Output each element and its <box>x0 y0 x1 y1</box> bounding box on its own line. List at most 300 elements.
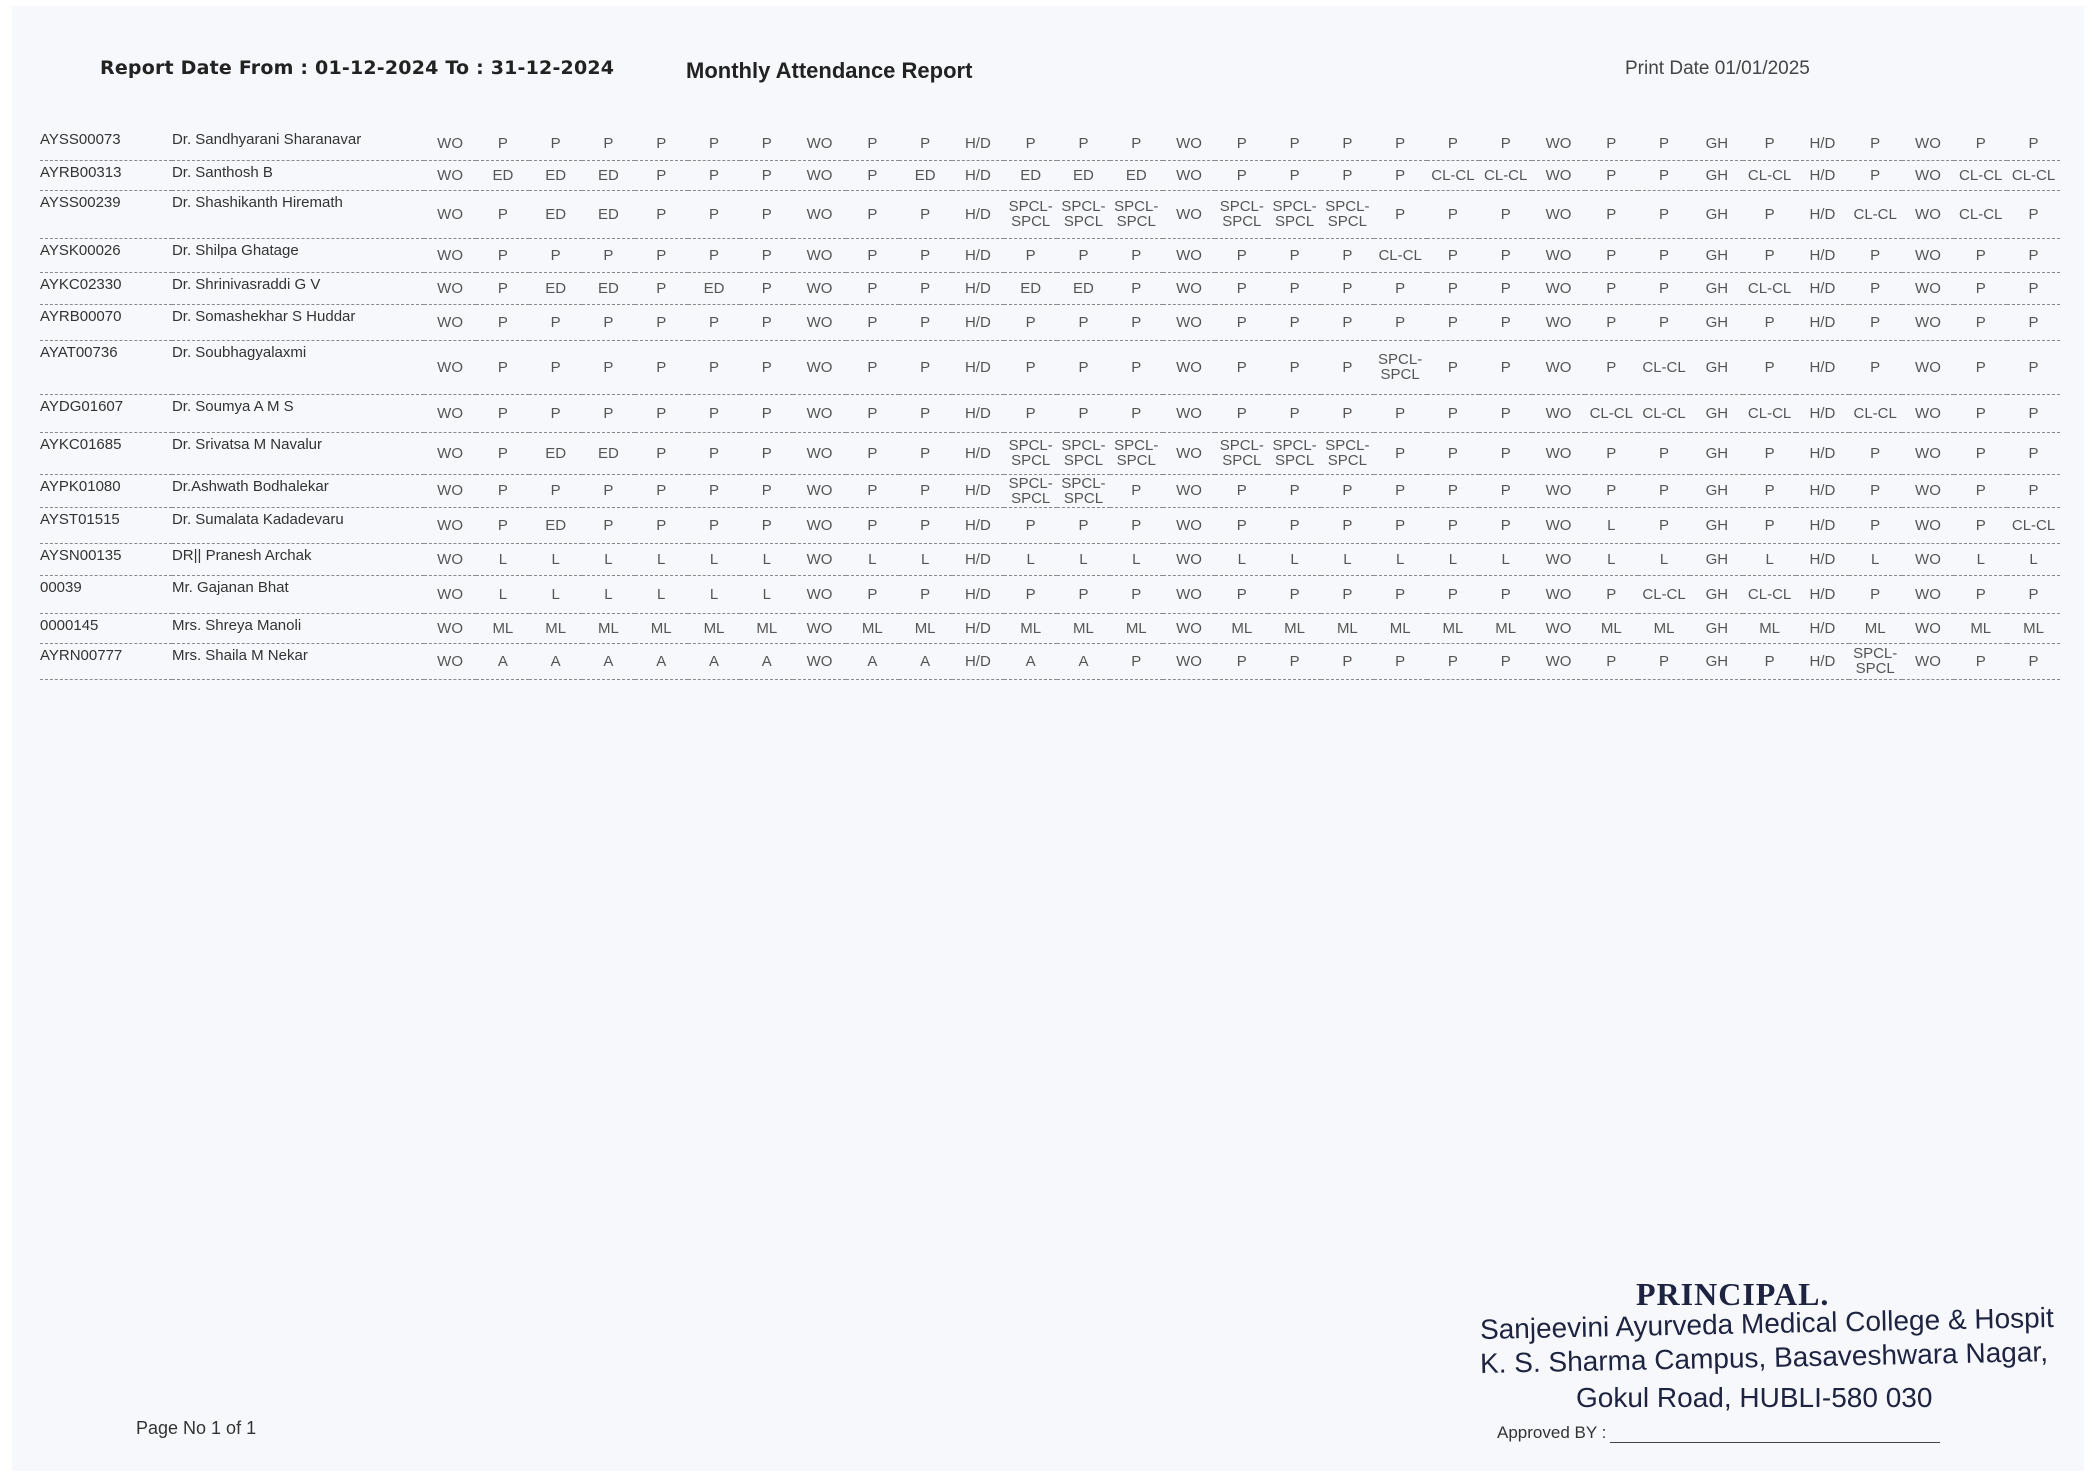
attendance-cell: ED <box>476 160 529 190</box>
attendance-cell: P <box>635 340 688 394</box>
attendance-cell: P <box>1321 128 1374 160</box>
attendance-cell: P <box>1585 575 1638 613</box>
attendance-cell: P <box>846 474 899 507</box>
attendance-cell: P <box>1479 190 1532 238</box>
attendance-cell: ED <box>582 190 635 238</box>
attendance-cell: P <box>1743 340 1796 394</box>
attendance-cell: P <box>1585 304 1638 340</box>
attendance-cell: WO <box>1902 128 1955 160</box>
attendance-cell: P <box>1321 474 1374 507</box>
attendance-cell: P <box>1954 507 2007 543</box>
print-date: Print Date 01/01/2025 <box>1625 58 1810 79</box>
attendance-cell: WO <box>1532 643 1585 679</box>
employee-name: Mrs. Shaila M Nekar <box>172 643 424 679</box>
attendance-cell: GH <box>1690 613 1743 643</box>
attendance-cell: P <box>1110 474 1163 507</box>
attendance-cell: ML <box>582 613 635 643</box>
attendance-cell: P <box>1321 238 1374 272</box>
attendance-cell: P <box>1004 304 1057 340</box>
attendance-cell: WO <box>424 238 477 272</box>
attendance-cell: P <box>899 340 952 394</box>
attendance-cell: H/D <box>952 643 1005 679</box>
attendance-cell: P <box>740 304 793 340</box>
attendance-cell: CL-CL <box>1638 340 1691 394</box>
attendance-cell: ED <box>899 160 952 190</box>
attendance-cell: ML <box>1268 613 1321 643</box>
attendance-cell: WO <box>424 507 477 543</box>
attendance-cell: GH <box>1690 238 1743 272</box>
attendance-cell: CL-CL <box>1743 394 1796 432</box>
attendance-cell: WO <box>793 340 846 394</box>
attendance-cell: P <box>1268 394 1321 432</box>
table-row <box>40 190 2060 238</box>
attendance-cell: P <box>899 474 952 507</box>
attendance-cell: WO <box>1163 304 1216 340</box>
attendance-cell: P <box>1954 432 2007 474</box>
attendance-cell: P <box>529 304 582 340</box>
attendance-cell: ML <box>1743 613 1796 643</box>
attendance-cell: P <box>1743 432 1796 474</box>
attendance-cell: P <box>582 507 635 543</box>
attendance-cell: WO <box>1902 304 1955 340</box>
attendance-cell: P <box>529 238 582 272</box>
attendance-cell: ED <box>529 432 582 474</box>
attendance-cell: SPCL-SPCL <box>1321 432 1374 474</box>
attendance-cell: P <box>476 128 529 160</box>
attendance-cell: WO <box>424 272 477 304</box>
attendance-cell: WO <box>424 304 477 340</box>
employee-name: Dr. Somashekhar S Huddar <box>172 304 424 340</box>
attendance-cell: WO <box>424 128 477 160</box>
attendance-cell: WO <box>424 643 477 679</box>
attendance-cell: P <box>635 304 688 340</box>
attendance-cell: P <box>1110 394 1163 432</box>
attendance-cell: WO <box>1902 272 1955 304</box>
attendance-cell: GH <box>1690 543 1743 575</box>
attendance-cell: P <box>1479 128 1532 160</box>
attendance-cell: WO <box>424 394 477 432</box>
attendance-cell: A <box>846 643 899 679</box>
attendance-cell: P <box>1374 575 1427 613</box>
attendance-cell: WO <box>1163 432 1216 474</box>
attendance-cell: CL-CL <box>1849 190 1902 238</box>
attendance-cell: ML <box>1321 613 1374 643</box>
employee-name: Dr. Santhosh B <box>172 160 424 190</box>
attendance-cell: P <box>635 507 688 543</box>
attendance-cell: GH <box>1690 190 1743 238</box>
attendance-cell: P <box>1427 432 1480 474</box>
attendance-cell: WO <box>793 432 846 474</box>
attendance-cell: P <box>1374 507 1427 543</box>
employee-name: Dr. Shrinivasraddi G V <box>172 272 424 304</box>
attendance-cell: P <box>846 160 899 190</box>
attendance-cell: P <box>1215 272 1268 304</box>
attendance-cell: H/D <box>1796 474 1849 507</box>
attendance-cell: CL-CL <box>1954 160 2007 190</box>
attendance-cell: WO <box>1902 432 1955 474</box>
attendance-cell: P <box>1374 304 1427 340</box>
attendance-cell: P <box>1057 394 1110 432</box>
attendance-cell: P <box>1479 304 1532 340</box>
attendance-cell: P <box>1585 238 1638 272</box>
attendance-cell: P <box>899 432 952 474</box>
attendance-cell: P <box>1638 238 1691 272</box>
attendance-cell: P <box>2007 432 2060 474</box>
attendance-cell: H/D <box>1796 190 1849 238</box>
attendance-cell: P <box>582 128 635 160</box>
attendance-cell: P <box>1057 507 1110 543</box>
employee-id: AYKC01685 <box>40 432 172 474</box>
attendance-cell: P <box>1110 238 1163 272</box>
attendance-cell: L <box>1743 543 1796 575</box>
attendance-cell: P <box>1743 474 1796 507</box>
attendance-cell: P <box>1585 474 1638 507</box>
table-row <box>40 394 2060 432</box>
attendance-cell: P <box>1215 507 1268 543</box>
attendance-cell: P <box>1479 507 1532 543</box>
attendance-cell: L <box>1110 543 1163 575</box>
employee-name: Dr. Soubhagyalaxmi <box>172 340 424 394</box>
attendance-cell: L <box>1585 507 1638 543</box>
attendance-cell: ED <box>529 190 582 238</box>
attendance-cell: A <box>529 643 582 679</box>
attendance-cell: WO <box>1163 238 1216 272</box>
attendance-cell: P <box>846 128 899 160</box>
attendance-cell: P <box>582 238 635 272</box>
attendance-cell: CL-CL <box>2007 507 2060 543</box>
attendance-cell: CL-CL <box>2007 160 2060 190</box>
approved-signature-line <box>1610 1442 1940 1443</box>
attendance-cell: L <box>1268 543 1321 575</box>
attendance-cell: WO <box>1163 272 1216 304</box>
attendance-cell: WO <box>1902 575 1955 613</box>
attendance-cell: P <box>1268 160 1321 190</box>
attendance-cell: WO <box>1902 340 1955 394</box>
employee-id: AYRB00070 <box>40 304 172 340</box>
attendance-cell: P <box>740 128 793 160</box>
attendance-cell: WO <box>793 304 846 340</box>
attendance-cell: WO <box>793 575 846 613</box>
attendance-cell: P <box>1427 128 1480 160</box>
attendance-cell: CL-CL <box>1479 160 1532 190</box>
attendance-cell: WO <box>1902 507 1955 543</box>
attendance-cell: WO <box>1902 543 1955 575</box>
attendance-cell: P <box>635 474 688 507</box>
employee-id: 00039 <box>40 575 172 613</box>
attendance-cell: ML <box>1215 613 1268 643</box>
attendance-cell: P <box>1215 474 1268 507</box>
attendance-cell: P <box>740 340 793 394</box>
attendance-cell: P <box>1321 160 1374 190</box>
attendance-cell: P <box>1954 304 2007 340</box>
attendance-cell: A <box>635 643 688 679</box>
attendance-cell: P <box>846 304 899 340</box>
table-row <box>40 238 2060 272</box>
employee-name: Mrs. Shreya Manoli <box>172 613 424 643</box>
attendance-cell: WO <box>424 190 477 238</box>
attendance-cell: P <box>2007 304 2060 340</box>
attendance-cell: P <box>1427 304 1480 340</box>
attendance-cell: ED <box>582 160 635 190</box>
attendance-cell: P <box>899 128 952 160</box>
attendance-cell: ML <box>846 613 899 643</box>
attendance-cell: P <box>2007 272 2060 304</box>
attendance-cell: GH <box>1690 394 1743 432</box>
attendance-cell: P <box>1057 238 1110 272</box>
attendance-cell: P <box>899 238 952 272</box>
attendance-cell: H/D <box>952 304 1005 340</box>
attendance-cell: H/D <box>1796 160 1849 190</box>
attendance-cell: ML <box>1057 613 1110 643</box>
attendance-cell: P <box>1215 304 1268 340</box>
attendance-cell: ML <box>2007 613 2060 643</box>
attendance-cell: P <box>1215 128 1268 160</box>
report-title: Monthly Attendance Report <box>686 58 973 83</box>
attendance-cell: P <box>635 128 688 160</box>
attendance-cell: WO <box>793 272 846 304</box>
attendance-cell: P <box>1954 128 2007 160</box>
attendance-cell: H/D <box>1796 643 1849 679</box>
attendance-cell: A <box>1057 643 1110 679</box>
attendance-cell: ML <box>1954 613 2007 643</box>
attendance-cell: WO <box>1163 543 1216 575</box>
attendance-cell: P <box>1743 304 1796 340</box>
attendance-cell: P <box>1479 474 1532 507</box>
attendance-cell: WO <box>1902 394 1955 432</box>
attendance-cell: L <box>740 575 793 613</box>
table-row <box>40 643 2060 679</box>
attendance-cell: P <box>1743 238 1796 272</box>
attendance-cell: P <box>1110 575 1163 613</box>
attendance-cell: WO <box>1902 238 1955 272</box>
attendance-cell: GH <box>1690 474 1743 507</box>
attendance-cell: WO <box>1532 575 1585 613</box>
attendance-cell: P <box>846 238 899 272</box>
attendance-cell: P <box>899 272 952 304</box>
attendance-cell: P <box>740 432 793 474</box>
attendance-cell: P <box>1268 643 1321 679</box>
attendance-cell: P <box>1479 340 1532 394</box>
attendance-cell: ED <box>1110 160 1163 190</box>
attendance-cell: P <box>2007 474 2060 507</box>
attendance-cell: ED <box>529 272 582 304</box>
attendance-cell: P <box>846 272 899 304</box>
attendance-cell: A <box>1004 643 1057 679</box>
attendance-cell: WO <box>793 613 846 643</box>
attendance-cell: L <box>688 543 741 575</box>
attendance-cell: CL-CL <box>1638 394 1691 432</box>
attendance-cell: WO <box>1163 160 1216 190</box>
attendance-cell: L <box>1427 543 1480 575</box>
attendance-cell: P <box>2007 128 2060 160</box>
attendance-cell: P <box>846 575 899 613</box>
attendance-cell: L <box>476 543 529 575</box>
attendance-cell: P <box>688 190 741 238</box>
employee-id: AYKC02330 <box>40 272 172 304</box>
attendance-cell: P <box>740 272 793 304</box>
employee-id: 0000145 <box>40 613 172 643</box>
attendance-cell: P <box>1849 272 1902 304</box>
stamp-line-campus: K. S. Sharma Campus, Basaveshwara Nagar, <box>1479 1336 2049 1379</box>
attendance-cell: P <box>1374 128 1427 160</box>
attendance-cell: P <box>1268 304 1321 340</box>
attendance-cell: L <box>1954 543 2007 575</box>
attendance-cell: P <box>1004 394 1057 432</box>
attendance-cell: H/D <box>1796 304 1849 340</box>
table-row <box>40 340 2060 394</box>
attendance-cell: WO <box>793 160 846 190</box>
attendance-cell: L <box>2007 543 2060 575</box>
attendance-cell: P <box>1321 304 1374 340</box>
attendance-cell: WO <box>1532 340 1585 394</box>
attendance-cell: CL-CL <box>1954 190 2007 238</box>
attendance-cell: P <box>1849 304 1902 340</box>
attendance-cell: WO <box>1532 474 1585 507</box>
attendance-cell: WO <box>793 643 846 679</box>
employee-name: Dr. Shilpa Ghatage <box>172 238 424 272</box>
attendance-cell: P <box>476 432 529 474</box>
attendance-cell: P <box>1954 272 2007 304</box>
attendance-cell: ED <box>688 272 741 304</box>
attendance-cell: H/D <box>1796 432 1849 474</box>
attendance-cell: P <box>1427 272 1480 304</box>
attendance-cell: P <box>740 238 793 272</box>
attendance-cell: ML <box>899 613 952 643</box>
attendance-cell: GH <box>1690 304 1743 340</box>
attendance-cell: P <box>740 507 793 543</box>
attendance-cell: ML <box>635 613 688 643</box>
attendance-cell: WO <box>1532 543 1585 575</box>
attendance-cell: H/D <box>1796 238 1849 272</box>
attendance-cell: P <box>740 190 793 238</box>
attendance-cell: ED <box>1004 272 1057 304</box>
attendance-cell: P <box>688 507 741 543</box>
attendance-cell: P <box>1004 128 1057 160</box>
attendance-cell: P <box>1585 340 1638 394</box>
attendance-cell: H/D <box>1796 613 1849 643</box>
attendance-cell: CL-CL <box>1743 575 1796 613</box>
employee-name: Dr. Sumalata Kadadevaru <box>172 507 424 543</box>
table-row <box>40 613 2060 643</box>
attendance-cell: L <box>846 543 899 575</box>
attendance-cell: CL-CL <box>1743 160 1796 190</box>
attendance-cell: H/D <box>1796 340 1849 394</box>
attendance-cell: P <box>1427 474 1480 507</box>
attendance-cell: P <box>1215 160 1268 190</box>
attendance-cell: P <box>1268 272 1321 304</box>
attendance-cell: P <box>582 340 635 394</box>
attendance-cell: P <box>1479 643 1532 679</box>
attendance-cell: ML <box>1004 613 1057 643</box>
attendance-cell: H/D <box>1796 272 1849 304</box>
attendance-cell: P <box>635 432 688 474</box>
attendance-cell: A <box>740 643 793 679</box>
attendance-cell: WO <box>1532 190 1585 238</box>
attendance-cell: WO <box>1902 613 1955 643</box>
attendance-cell: P <box>1110 340 1163 394</box>
attendance-cell: P <box>1743 507 1796 543</box>
attendance-cell: P <box>1110 507 1163 543</box>
attendance-cell: CL-CL <box>1743 272 1796 304</box>
attendance-cell: L <box>529 575 582 613</box>
employee-id: AYPK01080 <box>40 474 172 507</box>
table-row <box>40 432 2060 474</box>
attendance-cell: P <box>476 190 529 238</box>
attendance-cell: WO <box>1532 432 1585 474</box>
attendance-cell: P <box>1638 474 1691 507</box>
attendance-cell: P <box>2007 238 2060 272</box>
attendance-cell: P <box>740 394 793 432</box>
attendance-cell: ML <box>1638 613 1691 643</box>
attendance-cell: ML <box>1374 613 1427 643</box>
attendance-cell: P <box>1638 272 1691 304</box>
attendance-cell: P <box>1479 238 1532 272</box>
table-row <box>40 304 2060 340</box>
attendance-cell: P <box>1427 507 1480 543</box>
attendance-cell: L <box>1057 543 1110 575</box>
attendance-cell: P <box>1849 432 1902 474</box>
attendance-cell: L <box>688 575 741 613</box>
page-number: Page No 1 of 1 <box>136 1418 257 1438</box>
attendance-cell: P <box>1954 340 2007 394</box>
employee-id: AYDG01607 <box>40 394 172 432</box>
employee-name: Dr. Soumya A M S <box>172 394 424 432</box>
attendance-cell: P <box>1743 190 1796 238</box>
employee-name: DR|| Pranesh Archak <box>172 543 424 575</box>
attendance-cell: P <box>1427 238 1480 272</box>
attendance-cell: H/D <box>1796 575 1849 613</box>
attendance-cell: P <box>1849 160 1902 190</box>
attendance-cell: SPCL-SPCL <box>1268 190 1321 238</box>
attendance-cell: P <box>1743 128 1796 160</box>
attendance-cell: P <box>1638 507 1691 543</box>
attendance-cell: GH <box>1690 128 1743 160</box>
attendance-cell: P <box>635 238 688 272</box>
attendance-cell: P <box>899 507 952 543</box>
attendance-cell: P <box>1374 160 1427 190</box>
employee-id: AYRN00777 <box>40 643 172 679</box>
attendance-cell: H/D <box>952 128 1005 160</box>
attendance-cell: P <box>635 272 688 304</box>
attendance-cell: P <box>529 340 582 394</box>
attendance-cell: P <box>1215 238 1268 272</box>
approved-by <box>1497 1423 1940 1443</box>
attendance-cell: SPCL-SPCL <box>1004 190 1057 238</box>
attendance-cell: A <box>476 643 529 679</box>
table-row <box>40 474 2060 507</box>
attendance-cell: L <box>1374 543 1427 575</box>
attendance-cell: P <box>1374 394 1427 432</box>
attendance-cell: SPCL-SPCL <box>1110 432 1163 474</box>
attendance-cell: P <box>476 272 529 304</box>
attendance-cell: P <box>1585 643 1638 679</box>
attendance-cell: ED <box>1057 160 1110 190</box>
principal-stamp <box>1470 1276 2055 1415</box>
attendance-cell: WO <box>793 543 846 575</box>
attendance-cell: SPCL-SPCL <box>1215 190 1268 238</box>
attendance-cell: CL-CL <box>1427 160 1480 190</box>
attendance-cell: GH <box>1690 160 1743 190</box>
attendance-cell: P <box>1638 643 1691 679</box>
attendance-cell: P <box>1585 128 1638 160</box>
attendance-cell: P <box>529 394 582 432</box>
attendance-cell: P <box>476 238 529 272</box>
attendance-cell: L <box>635 543 688 575</box>
attendance-cell: P <box>1374 190 1427 238</box>
attendance-cell: P <box>529 128 582 160</box>
attendance-cell: P <box>688 128 741 160</box>
attendance-cell: P <box>688 474 741 507</box>
